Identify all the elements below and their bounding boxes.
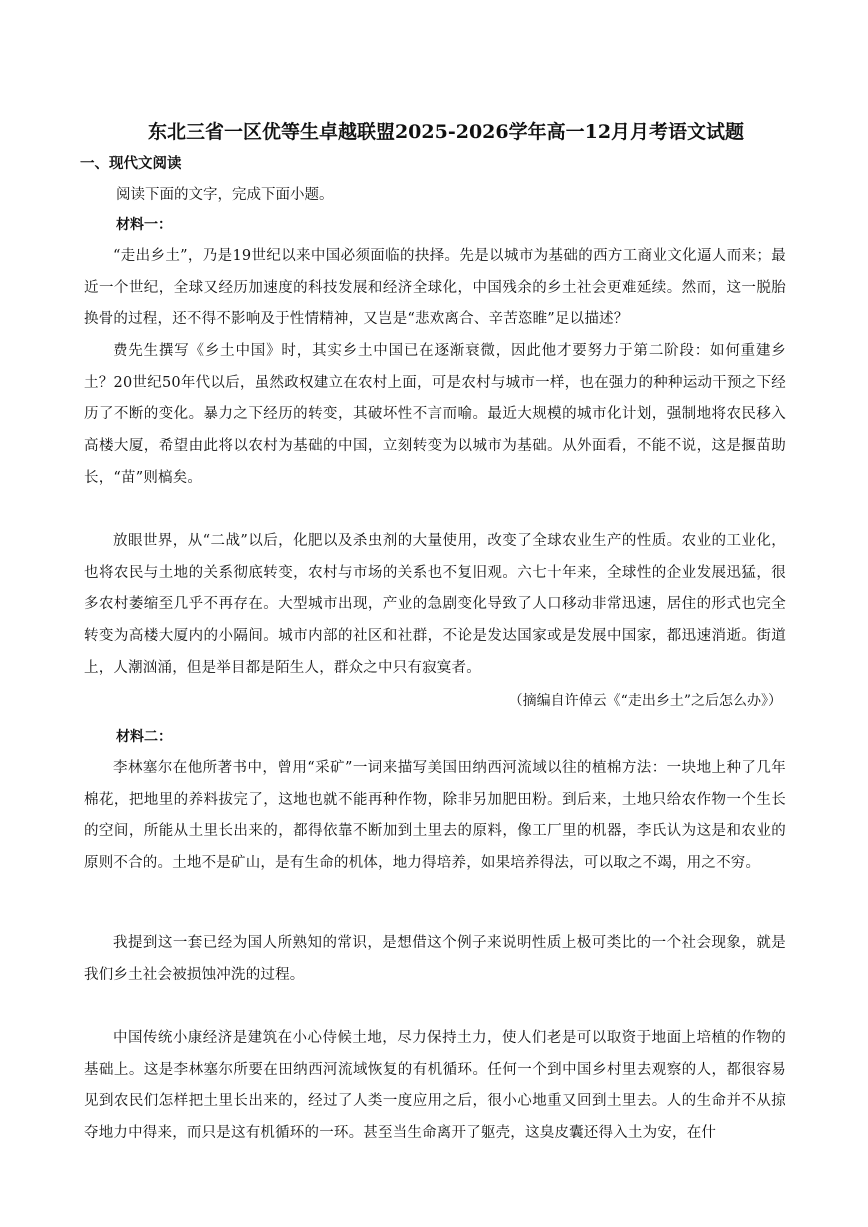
- section-heading: 一、现代文阅读: [80, 156, 182, 172]
- material1-source: （摘编自许倬云《“走出乡土”之后怎么办》）: [508, 693, 782, 709]
- material1-label: 材料一：: [116, 217, 172, 233]
- material2-paragraph-3: 中国传统小康经济是建筑在小心侍候土地，尽力保持土力，使人们老是可以取资于地面上培植的作物的基础上。这是李林塞尔所要在田纳西河流域恢复的有机循环。任何一个到中国乡村里去观察的人，都很容易见到农民们怎样把土里长出来的，经过了人类一度应用之后，很小心地重又回到土里去。人的生命并不从掠夺地力中得来，而只是这有机循环的一环。甚至当生命离开了躯壳，这臭皮囊还得入土为安，在什: [84, 1030, 786, 1142]
- material1-paragraph-3: 放眼世界，从“二战”以后，化肥以及杀虫剂的大量使用，改变了全球农业生产的性质。农业的工业化，也将农民与土地的关系彻底转变，农村与市场的关系也不复旧观。六七十年来，全球性的企业发展迅猛，很多农村萎缩至几乎不再存在。大型城市出现，产业的急剧变化导致了人口移动非常迅速，居住的形式也完全转变为高楼大厦内的小隔间。城市内部的社区和社群，不论是发达国家或是发展中国家，都迅速消逝。街道上，人潮汹涌，但是举目都是陌生人，群众之中只有寂寞者。: [84, 533, 786, 676]
- material2-paragraph-2: 我提到这一套已经为国人所熟知的常识，是想借这个例子来说明性质上极可类比的一个社会现象，就是我们乡土社会被损蚀冲洗的过程。: [84, 935, 786, 983]
- material2-paragraph-1: 李林塞尔在他所著书中，曾用“采矿”一词来描写美国田纳西河流域以往的植棉方法：一块地上种了几年棉花，把地里的养料拔完了，这地也就不能再种作物，除非另加肥田粉。到后来，土地只给农作物一个生长的空间，所能从土里长出来的，都得依靠不断加到土里去的原料，像工厂里的机器，李氏认为这是和农业的原则不合的。土地不是矿山，是有生命的机体，地力得培养，如果培养得法，可以取之不竭，用之不穷。: [84, 760, 786, 872]
- material1-paragraph-1: “走出乡土”，乃是19世纪以来中国必须面临的抉择。先是以城市为基础的西方工商业文化逼人而来；最近一个世纪，全球又经历加速度的科技发展和经济全球化，中国残余的乡土社会更难延续。然而，这一脱胎换骨的过程，还不得不影响及于性情精神，又岂是“悲欢离合、辛苦恣睢”足以描述？: [84, 248, 786, 328]
- document-title: 东北三省一区优等生卓越联盟2025-2026学年高一12月月考语文试题: [147, 121, 745, 143]
- material1-paragraph-2: 费先生撰写《乡土中国》时，其实乡土中国已在逐渐衰微，因此他才要努力于第二阶段：如何重建乡土？20世纪50年代以后，虽然政权建立在农村上面，可是农村与城市一样，也在强力的种种运动干预之下经历了不断的变化。暴力之下经历的转变，其破坏性不言而喻。最近大规模的城市化计划，强制地将农民移入高楼大厦，希望由此将以农村为基础的中国，立刻转变为以城市为基础。从外面看，不能不说，这是揠苗助长，“苗”则槁矣。: [84, 343, 786, 486]
- material2-label: 材料二：: [116, 729, 172, 745]
- reading-instruction: 阅读下面的文字，完成下面小题。: [116, 187, 334, 203]
